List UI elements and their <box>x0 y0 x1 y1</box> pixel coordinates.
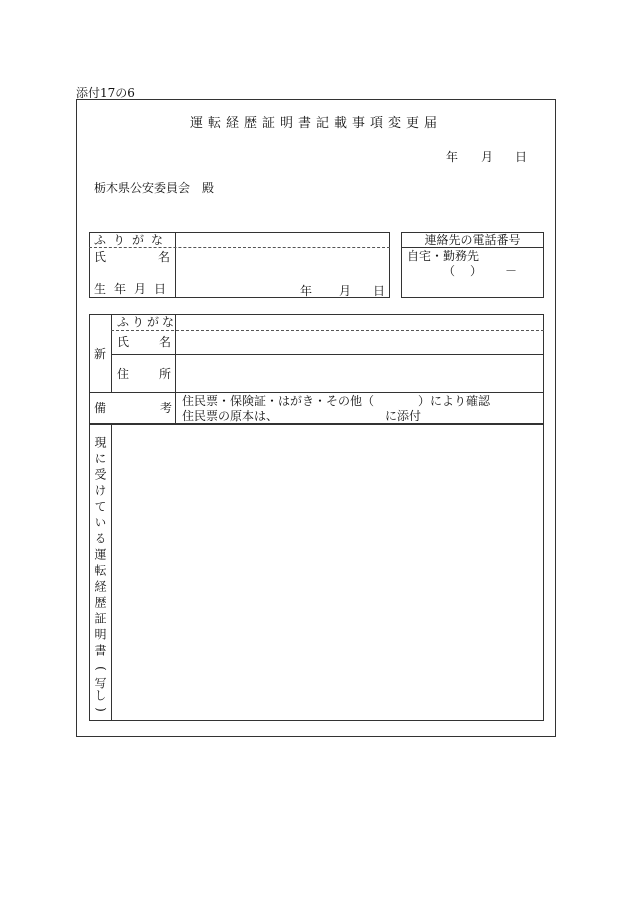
new-furigana-text: ふりがな <box>117 315 178 329</box>
contact-paren-close: ） <box>470 264 483 278</box>
contact-title: 連絡先の電話番号 <box>424 233 521 247</box>
vertical-label-text: 現に受けている運転経歴証明書 <box>93 436 107 660</box>
new-address-field[interactable] <box>176 355 543 391</box>
addressee: 栃木県公安委員会 殿 <box>94 181 215 195</box>
remarks-label-text: 備考 <box>94 401 227 415</box>
remarks-line1-prefix: 住民票・保険証・はがき・その他（ <box>182 394 375 408</box>
copy-note-close: ) <box>93 707 108 712</box>
date-year-label: 年 <box>446 150 459 164</box>
name-label-text: 氏名 <box>94 250 223 264</box>
contact-type-label: 自宅・勤務先 <box>407 249 480 263</box>
furigana-text: ふりがな <box>94 233 171 247</box>
remarks-line2-prefix: 住民票の原本は、 <box>182 409 279 423</box>
birth-month-label: 月 <box>339 284 352 298</box>
birthdate-label-text: 生年月日 <box>94 282 175 296</box>
new-section-label: 新 <box>94 347 107 361</box>
contact-paren-open: （ <box>443 264 456 278</box>
form-title: 運転経歴証明書記載事項変更届 <box>189 116 442 131</box>
copy-note-text: 写し <box>93 677 107 701</box>
birth-year-label: 年 <box>300 284 313 298</box>
new-name-field[interactable] <box>176 331 543 353</box>
applicant-name-label <box>94 250 223 264</box>
new-name-text: 氏名 <box>117 335 202 349</box>
contact-dash: － <box>505 264 518 278</box>
remarks-line1 <box>182 394 490 408</box>
new-furigana-label <box>117 315 177 329</box>
current-certificate-label <box>89 436 111 718</box>
date-day-label: 日 <box>515 150 528 164</box>
remarks-line2 <box>182 409 421 423</box>
copy-note: ( <box>93 666 108 671</box>
applicant-birthdate-label <box>94 282 175 296</box>
applicant-furigana-label <box>94 233 170 247</box>
certificate-copy-area[interactable] <box>112 425 543 720</box>
birth-day-label: 日 <box>373 284 386 298</box>
remarks-line2-suffix: に添付 <box>385 409 422 423</box>
remarks-line1-suffix: ）により確認 <box>418 394 491 408</box>
applicant-name-field[interactable] <box>176 248 389 297</box>
date-month-label: 月 <box>481 150 494 164</box>
new-address-text: 住所 <box>117 367 202 381</box>
attachment-label: 添付17の6 <box>76 86 135 100</box>
